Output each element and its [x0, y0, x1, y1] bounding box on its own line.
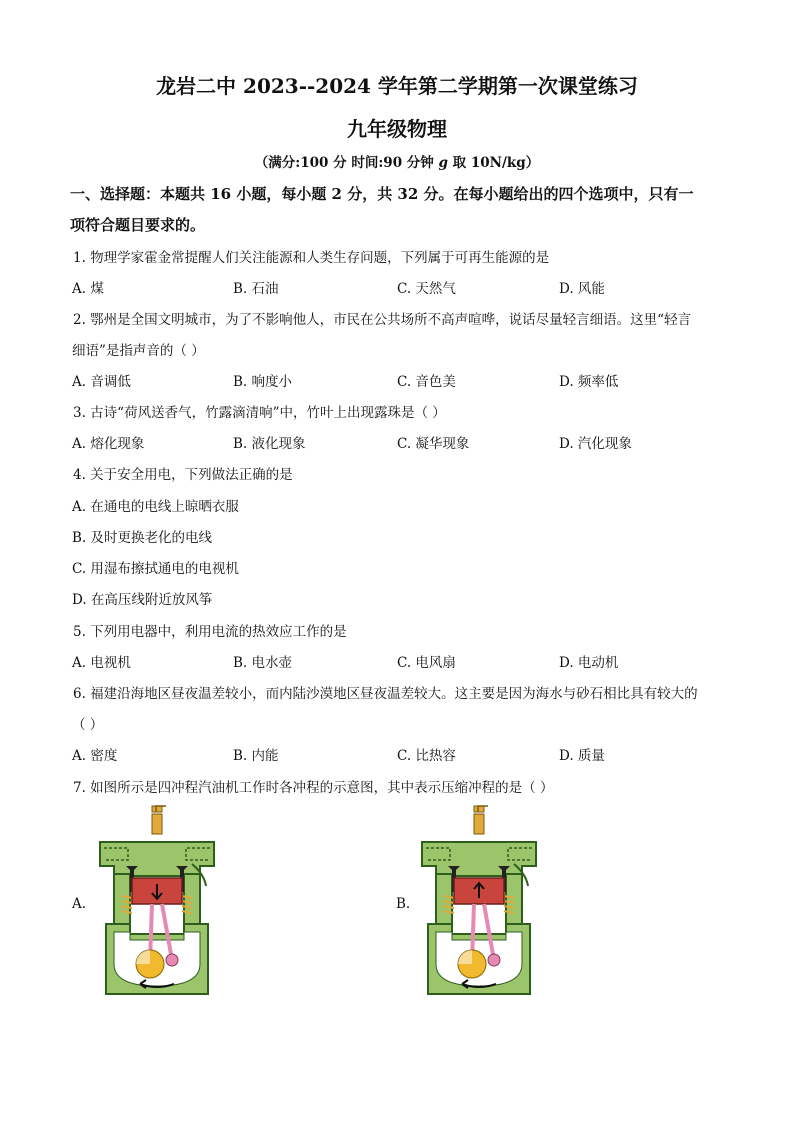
question-4-stem: 4. 关于安全用电，下列做法正确的是 — [73, 467, 293, 483]
q2-option-a: A. 音调低 — [72, 374, 131, 390]
page-title: 龙岩二中 2023--2024 学年第二学期第一次课堂练习 — [156, 74, 638, 98]
q1-option-d: D. 风能 — [559, 281, 605, 297]
question-3-stem: 3. 古诗“荷风送香气，竹露滴清响”中，竹叶上出现露珠是（ ） — [73, 405, 446, 421]
crank-pin — [488, 954, 500, 966]
meta-g: g — [438, 155, 448, 171]
q1-option-c: C. 天然气 — [397, 281, 456, 297]
q3-option-d: D. 汽化现象 — [559, 436, 632, 452]
cylinder-wall-left — [114, 874, 130, 924]
q1-option-a: A. 煤 — [72, 281, 104, 297]
section-heading-line1: 一、选择题：本题共 16 小题，每小题 2 分，共 32 分。在每小题给出的四个选项中，只有一 — [70, 185, 694, 203]
q4-option-a: A. 在通电的电线上晾晒衣服 — [72, 499, 239, 515]
question-2-stem: 2. 鄂州是全国文明城市，为了不影响他人，市民在公共场所不高声喧哗，说话尽量轻言细语。这里“轻言 — [73, 312, 692, 328]
q2-option-d: D. 频率低 — [559, 374, 619, 390]
question-7-stem: 7. 如图所示是四冲程汽油机工作时各冲程的示意图，其中表示压缩冲程的是（ ） — [73, 780, 554, 796]
cylinder-wall-right — [184, 874, 200, 924]
q6-option-d: D. 质量 — [559, 748, 605, 764]
question-6-stem-cont: （ ） — [72, 717, 104, 733]
spark-plug-body — [152, 814, 162, 834]
engine-diagram-b — [414, 804, 544, 1004]
spark-plug-top — [474, 806, 484, 812]
q7-option-a-label: A. — [72, 896, 87, 912]
q5-option-c: C. 电风扇 — [397, 655, 456, 671]
q6-option-c: C. 比热容 — [397, 748, 456, 764]
q6-option-a: A. 密度 — [72, 748, 118, 764]
crank-pin — [166, 954, 178, 966]
cylinder-wall-right — [506, 874, 522, 924]
q4-option-b: B. 及时更换老化的电线 — [72, 530, 213, 546]
meta-suffix: 取 10N/kg） — [447, 155, 540, 171]
q2-option-b: B. 响度小 — [233, 374, 293, 390]
q5-option-d: D. 电动机 — [559, 655, 619, 671]
q7-option-b-label: B. — [396, 896, 411, 912]
exam-meta — [0, 151, 794, 171]
cylinder-head — [422, 842, 536, 876]
question-2-stem-cont: 细语”是指声音的（ ） — [72, 343, 205, 359]
q2-option-c: C. 音色美 — [397, 374, 456, 390]
spark-plug-top — [152, 806, 162, 812]
spark-plug-body — [474, 814, 484, 834]
q6-option-b: B. 内能 — [233, 748, 279, 764]
page-subtitle: 九年级物理 — [347, 117, 447, 141]
q3-option-b: B. 液化现象 — [233, 436, 306, 452]
cylinder-head — [100, 842, 214, 876]
q5-option-a: A. 电视机 — [72, 655, 131, 671]
question-5-stem: 5. 下列用电器中，利用电流的热效应工作的是 — [73, 624, 347, 640]
q4-option-d: D. 在高压线附近放风筝 — [72, 592, 213, 608]
q3-option-a: A. 熔化现象 — [72, 436, 145, 452]
q3-option-c: C. 凝华现象 — [397, 436, 470, 452]
cylinder-wall-left — [436, 874, 452, 924]
section-heading-line2: 项符合题目要求的。 — [70, 216, 206, 234]
engine-diagram-a — [92, 804, 222, 1004]
meta-prefix: （满分:100 分 时间:90 分钟 — [254, 155, 439, 171]
q5-option-b: B. 电水壶 — [233, 655, 293, 671]
q1-option-b: B. 石油 — [233, 281, 279, 297]
question-6-stem: 6. 福建沿海地区昼夜温差较小，而内陆沙漠地区昼夜温差较大。这主要是因为海水与砂石相比具有较大的 — [73, 686, 698, 702]
question-1-stem: 1. 物理学家霍金常提醒人们关注能源和人类生存问题，下列属于可再生能源的是 — [73, 250, 550, 266]
q4-option-c: C. 用湿布擦拭通电的电视机 — [72, 561, 239, 577]
